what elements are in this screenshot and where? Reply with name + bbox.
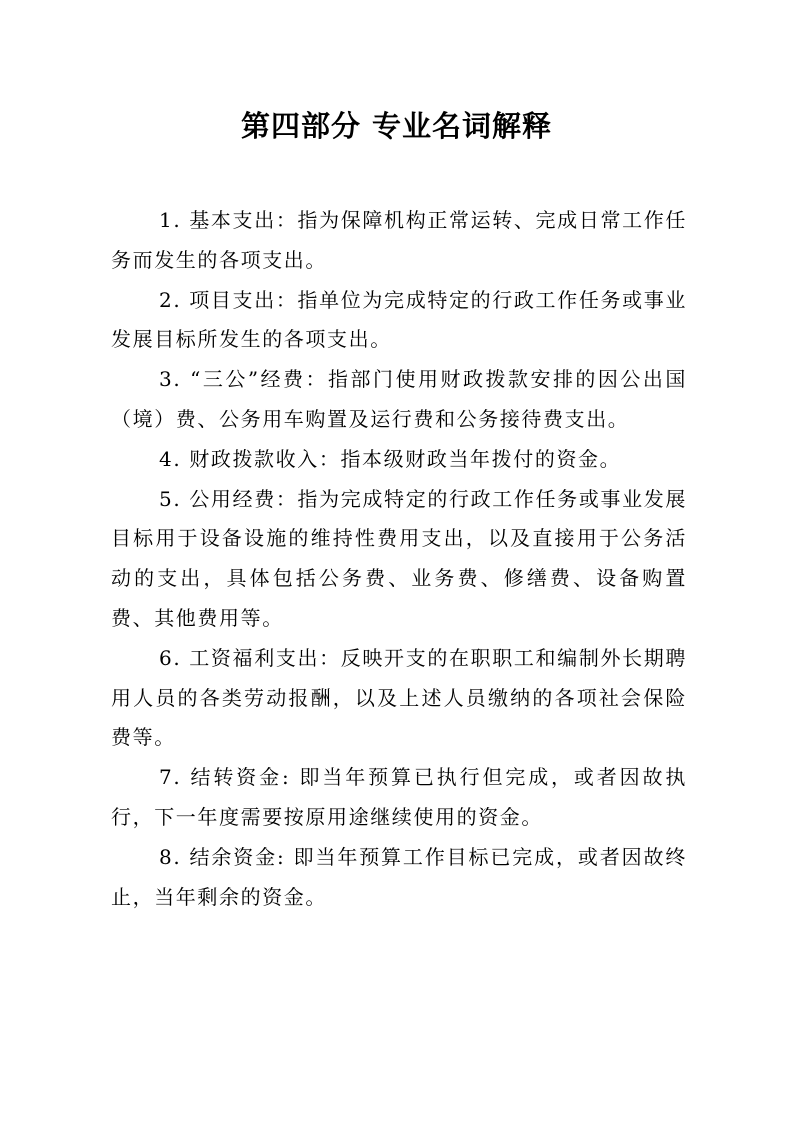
definition-basic-expenditure [111,201,687,281]
definition-term: 6. 工资福利支出： [159,645,341,670]
definition-term: 7. 结转资金: [159,765,291,790]
definition-carryover-funds [111,758,687,838]
definition-three-public-expenses [111,360,687,440]
page-title: 第四部分 专业名词解释 [240,109,553,143]
definition-term: 5. 公用经费： [159,486,298,511]
definition-text: 指为保障机构正常运转、完成日常工作任务而发生的各项支出。 [111,208,687,272]
definition-term: 8. 结余资金: [159,844,286,869]
definitions-list [111,201,687,917]
definition-text: 指部门使用财政拨款安排的因公出国（境）费、公务用车购置及运行费和公务接待费支出。 [111,367,688,431]
definition-text: 指为完成特定的行政工作任务或事业发展目标用于设备设施的维持性费用支出，以及直接用于公务活动的支出，具体包括公务费、业务费、修缮费、设备购置费、其他费用等。 [111,486,687,630]
definition-text: 反映开支的在职职工和编制外长期聘用人员的各类劳动报酬，以及上述人员缴纳的各项社会保险费等。 [111,645,687,750]
definition-term: 4. 财政拨款收入： [159,446,341,471]
definition-wage-welfare-expenditure [111,639,687,758]
definition-term: 2. 项目支出： [159,287,298,312]
definition-text: 即当年预算已执行但完成，或者因故执行，下一年度需要按原用途继续使用的资金。 [111,765,687,829]
definition-term: 1. 基本支出： [159,208,298,232]
definition-text: 即当年预算工作目标已完成，或者因故终止，当年剩余的资金。 [111,844,687,909]
definition-text: 指单位为完成特定的行政工作任务或事业发展目标所发生的各项支出。 [111,287,687,352]
definition-project-expenditure [111,281,687,361]
definition-term: 3. “三公”经费： [159,367,329,392]
definition-surplus-funds [111,838,687,918]
definition-text: 指本级财政当年拨付的资金。 [340,446,622,471]
definition-public-funds [111,480,687,639]
definition-fiscal-appropriation-income [111,440,687,480]
